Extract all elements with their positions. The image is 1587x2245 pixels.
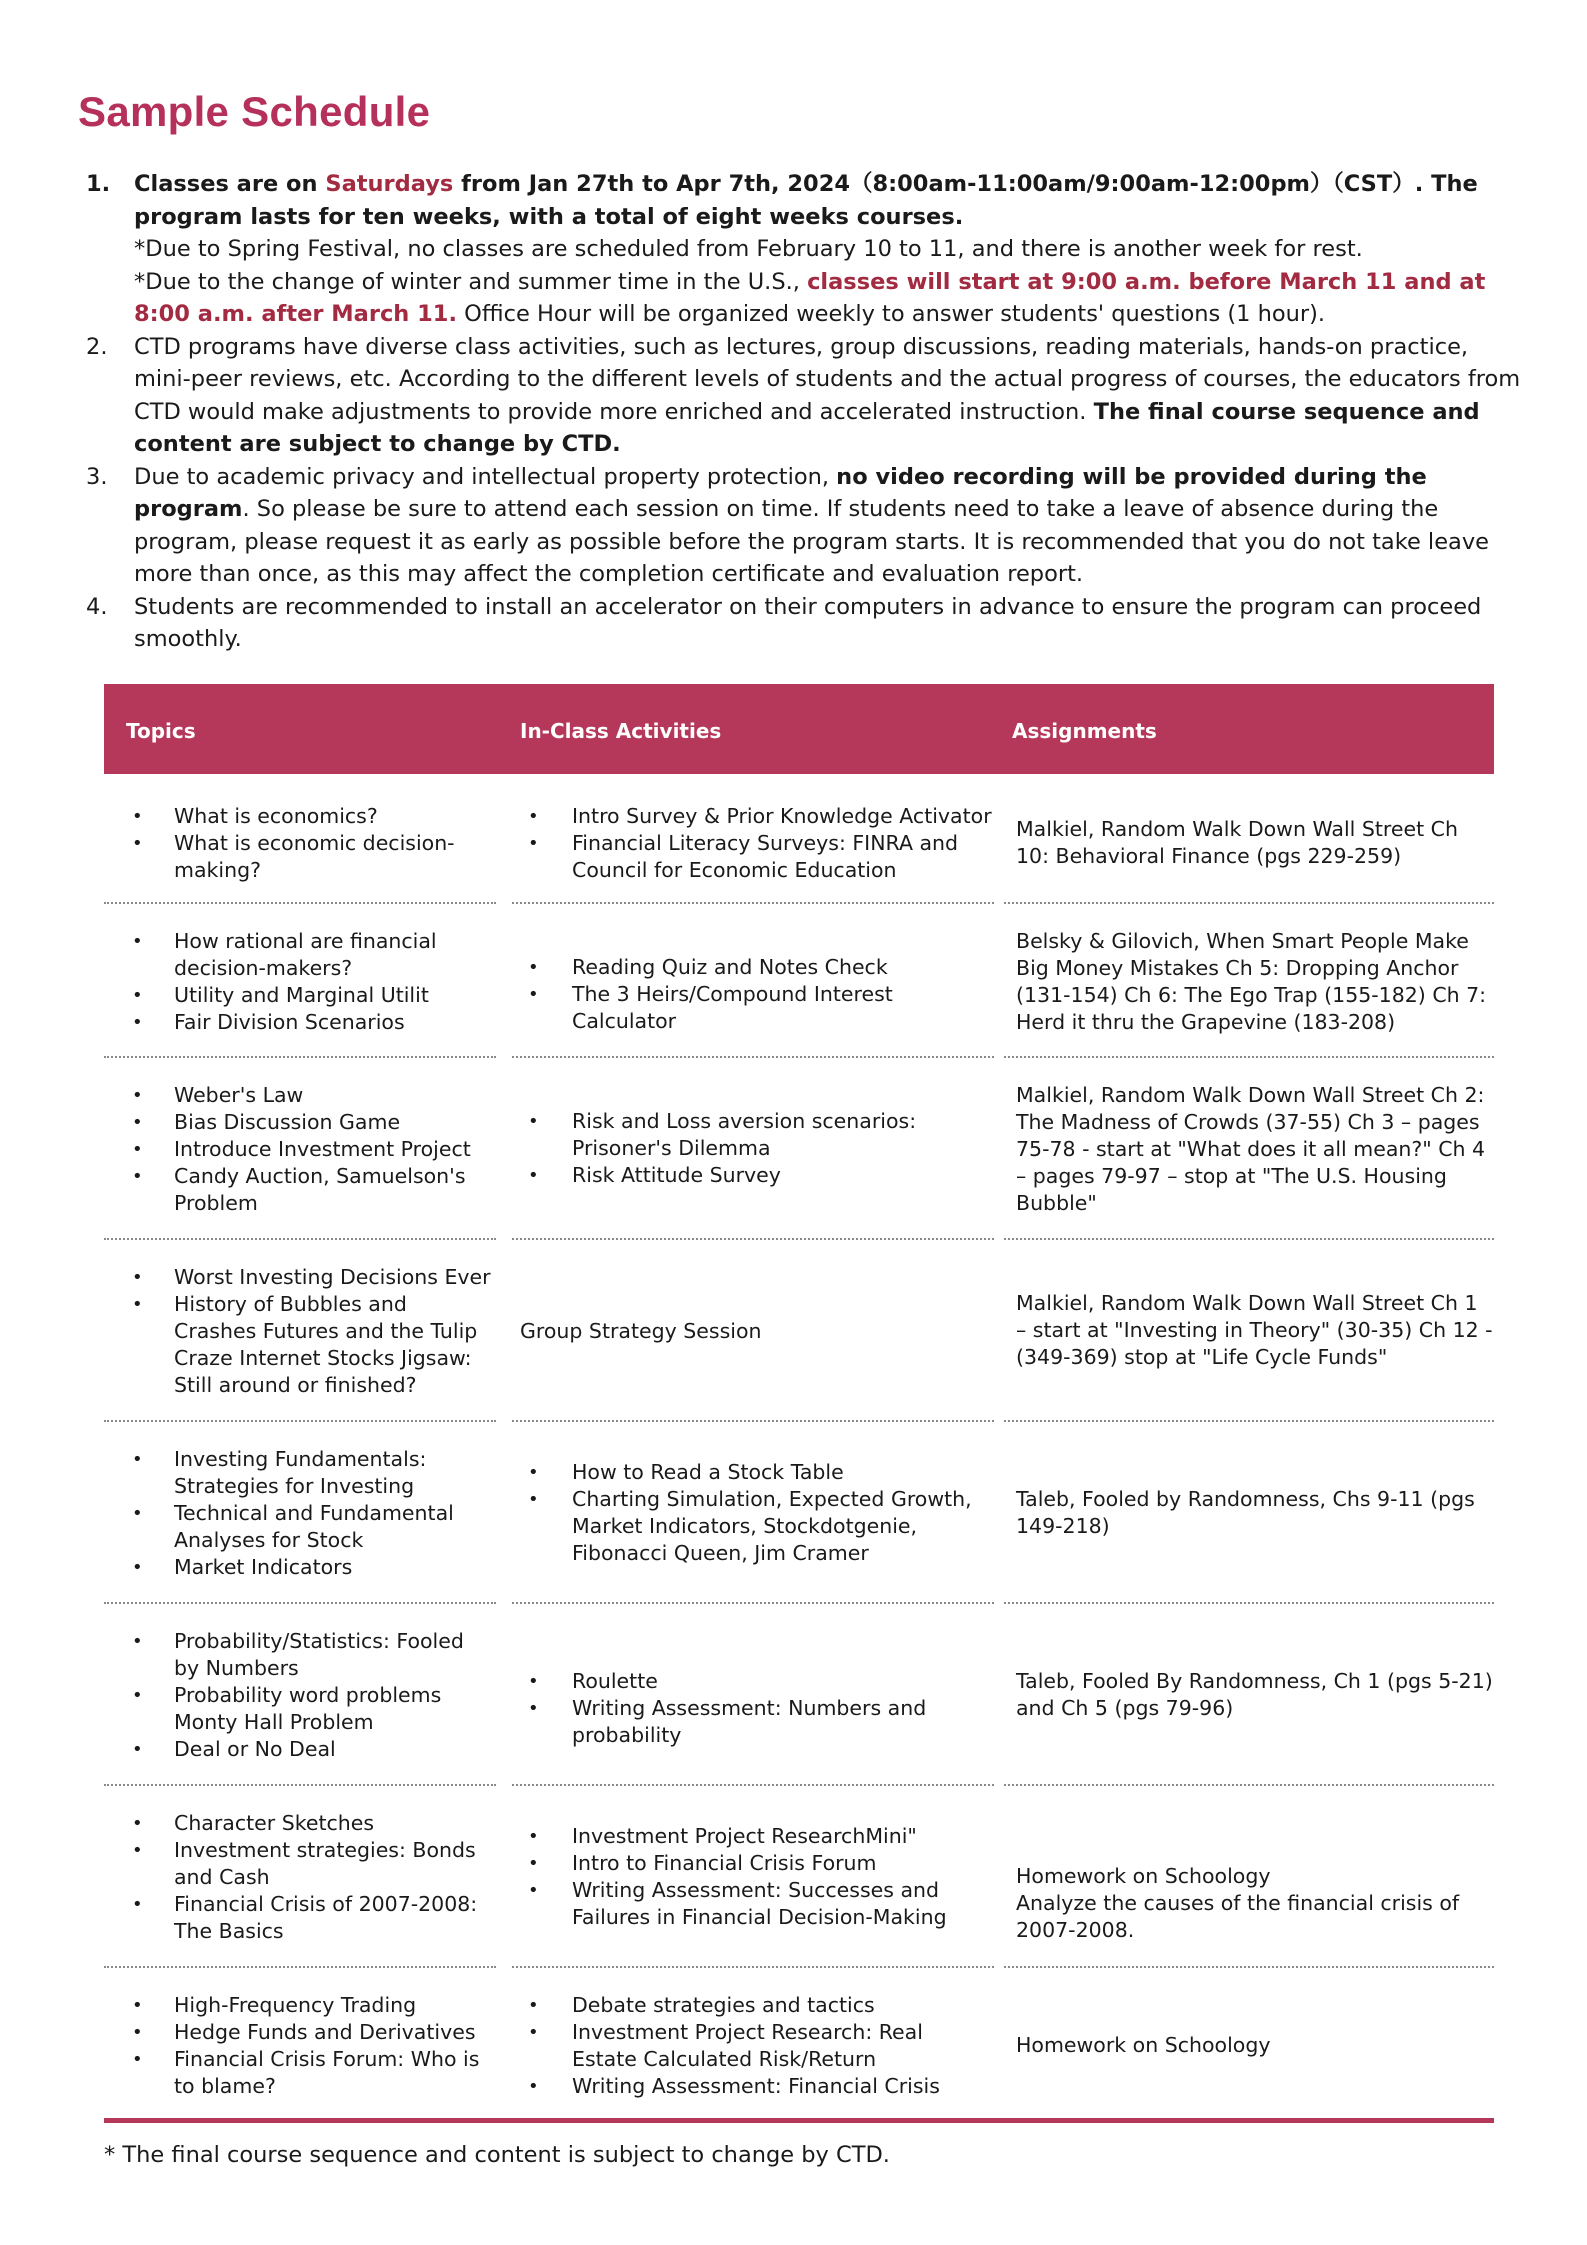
assignments-cell [1012,816,1494,870]
topic-item: • Financial Crisis of 2007-2008: The Basics [104,1891,494,1945]
activity-item: • The 3 Heirs/Compound Interest Calculator [512,981,994,1035]
topics-cell [104,1628,494,1763]
table-row [104,1968,1494,2126]
table-row [104,1604,1494,1786]
page-title: Sample Schedule [78,88,431,135]
header-topics: Topics [126,719,196,743]
footer-note: * The final course sequence and content is subject to change by CTD. [104,2142,890,2168]
topics-cell [104,803,494,884]
topic-item: • Probability/Statistics: Fooled by Numbers [104,1628,494,1682]
topic-item: • Technical and Fundamental Analyses for Stock [104,1500,494,1554]
assignment-text: Homework on Schoology [1016,2033,1271,2057]
topic-item: • High-Frequency Trading [104,1992,494,2019]
note-2 [86,331,1526,461]
topic-item: • Hedge Funds and Derivatives [104,2019,494,2046]
note-text: *Due to the change of winter and summer time in the U.S., [134,268,808,295]
activities-cell [512,1823,994,1931]
activity-item: • Debate strategies and tactics [512,1992,994,2019]
topic-item: • Candy Auction, Samuelson's Problem [104,1163,494,1217]
topic-item: • What is economics? [104,803,494,830]
table-row [104,1422,1494,1604]
table-row [104,1786,1494,1968]
assignment-text: Malkiel, Random Walk Down Wall Street Ch 10: Behavioral Finance (pgs 229-259) [1016,817,1458,868]
note-emphasis: no video recording will be provided during the program [134,463,1427,522]
assignments-cell [1012,1668,1494,1722]
assignment-text: Belsky & Gilovich, When Smart People Make Big Money Mistakes Ch 5: Dropping Anchor (131-154) Ch 6: The Ego Trap (155-182) Ch 7: Herd it thru the Grapevine (183-208) [1016,929,1487,1034]
activities-cell [512,1318,994,1345]
topic-item: • Market Indicators [104,1554,494,1581]
assignment-text: Homework on Schoology Analyze the causes of the financial crisis of 2007-2008. [1016,1864,1460,1942]
assignments-cell [1012,1486,1494,1540]
note-number: 3. [86,463,108,490]
assignments-cell [1012,1082,1494,1217]
topic-item: • Fair Division Scenarios [104,1009,494,1036]
topic-item: • Utility and Marginal Utilit [104,982,494,1009]
activity-item: • Risk and Loss aversion scenarios: Prisoner's Dilemma [512,1108,994,1162]
activity-item: • Writing Assessment: Numbers and probability [512,1695,994,1749]
note-highlight: classes will start at 9:00 a.m. before March 11 and at 8:00 a.m. after March 11. [134,268,1486,327]
note-text: CTD programs have diverse class activities, such as lectures, group discussions, reading materials, hands-on practice, mini-peer reviews, etc. According to the different levels of students and the actual progress of courses, the educators from CTD would make adjustments to provide more enriched and accelerated instruction. [134,333,1521,425]
header-assignments: Assignments [1012,719,1157,743]
table-bottom-rule [104,2118,1494,2123]
note-highlight: Saturdays [325,171,454,197]
activity-item: • Risk Attitude Survey [512,1162,994,1189]
schedule-table [104,684,1494,2126]
activity-item: • Writing Assessment: Financial Crisis [512,2073,994,2100]
topic-item: • What is economic decision-making? [104,830,494,884]
activity-item: • Intro to Financial Crisis Forum [512,1850,994,1877]
note-text: Classes are on [134,171,326,197]
topic-item: • How rational are financial decision-makers? [104,928,494,982]
topic-item: • Weber's Law [104,1082,494,1109]
activity-item: • Financial Literacy Surveys: FINRA and Council for Economic Education [512,830,994,884]
topic-item: • Deal or No Deal [104,1736,494,1763]
assignments-cell [1012,1290,1494,1371]
topics-cell [104,1264,494,1399]
topics-cell [104,1992,494,2100]
note-number: 2. [86,333,108,360]
assignments-cell [1012,1836,1494,1971]
header-activities: In-Class Activities [520,719,722,743]
table-header [104,684,1494,774]
note-text: *Due to Spring Festival, no classes are scheduled from February 10 to 11, and there is another week for rest. [134,236,1363,262]
activities-cell [512,1108,994,1189]
assignments-cell [1012,928,1494,1036]
note-text: . So please be sure to attend each session on time. If students need to take a leave of absence during the program, please request it as early as possible before the program starts. It is recommended that you do not take leave more than once, as this may affect the completion certificate and evaluation report. [134,496,1489,587]
topic-item: • Investment strategies: Bonds and Cash [104,1837,494,1891]
note-4 [86,591,1526,656]
table-row [104,904,1494,1058]
topic-item: • Investing Fundamentals: Strategies for Investing [104,1446,494,1500]
activities-cell [512,954,994,1035]
activity-item: • Intro Survey & Prior Knowledge Activator [512,803,994,830]
topic-item: • Financial Crisis Forum: Who is to blame? [104,2046,494,2100]
note-number: 4. [86,593,108,620]
activity-item: • Writing Assessment: Successes and Failures in Financial Decision-Making [512,1877,994,1931]
assignment-text: Malkiel, Random Walk Down Wall Street Ch 1 – start at "Investing in Theory" (30-35) Ch 12 - (349-369) stop at "Life Cycle Funds" [1016,1291,1493,1369]
topic-item: • Character Sketches [104,1810,494,1837]
topics-cell [104,1082,494,1217]
note-number: 1. [86,171,111,197]
note-3 [86,461,1526,591]
note-text: Due to academic privacy and intellectual property protection, [134,463,837,490]
activity-item: • Charting Simulation, Expected Growth, Market Indicators, Stockdotgenie, Fibonacci Queen, Jim Cramer [512,1486,994,1567]
note-text: Office Hour will be organized weekly to answer students' questions (1 hour). [457,301,1326,327]
topic-item: • Probability word problems Monty Hall Problem [104,1682,494,1736]
schedule-notes [86,168,1526,656]
topic-item: • History of Bubbles and Crashes Futures and the Tulip Craze Internet Stocks Jigsaw: Still around or finished? [104,1291,494,1399]
assignment-text: Malkiel, Random Walk Down Wall Street Ch 2: The Madness of Crowds (37-55) Ch 3 – pages 75-78 - start at "What does it all mean?" Ch 4 – pages 79-97 – stop at "The U.S. Housing Bubble" [1016,1083,1486,1215]
note-emphasis: The final course sequence and content are subject to change by CTD. [134,398,1480,457]
note-text: from Jan 27th to Apr 7th, 2024（8:00am-11:00am/9:00am-12:00pm）（CST）. The program lasts for ten weeks, with a total of eight weeks courses. [134,171,1478,230]
activity-text: Group Strategy Session [520,1319,762,1343]
topic-item: • Introduce Investment Project [104,1136,494,1163]
topic-item: • Worst Investing Decisions Ever [104,1264,494,1291]
table-row [104,774,1494,904]
note-text: Students are recommended to install an accelerator on their computers in advance to ensure the program can proceed smoothly. [134,593,1482,652]
topic-item: • Bias Discussion Game [104,1109,494,1136]
note-1 [86,168,1526,331]
assignment-text: Taleb, Fooled by Randomness, Chs 9-11 (pgs 149-218) [1016,1487,1475,1538]
activities-cell [512,1459,994,1567]
activity-item: • Investment Project ResearchMini" [512,1823,994,1850]
activities-cell [512,803,994,884]
topics-cell [104,1446,494,1581]
topics-cell [104,1810,494,1945]
activity-item: • Reading Quiz and Notes Check [512,954,994,981]
activity-item: • Investment Project Research: Real Estate Calculated Risk/Return [512,2019,994,2073]
activities-cell [512,1992,994,2100]
assignments-cell [1012,2032,1494,2059]
activity-item: • How to Read a Stock Table [512,1459,994,1486]
table-row [104,1240,1494,1422]
activities-cell [512,1668,994,1749]
table-row [104,1058,1494,1240]
assignment-text: Taleb, Fooled By Randomness, Ch 1 (pgs 5-21) and Ch 5 (pgs 79-96) [1016,1669,1493,1720]
activity-item: • Roulette [512,1668,994,1695]
topics-cell [104,928,494,1036]
